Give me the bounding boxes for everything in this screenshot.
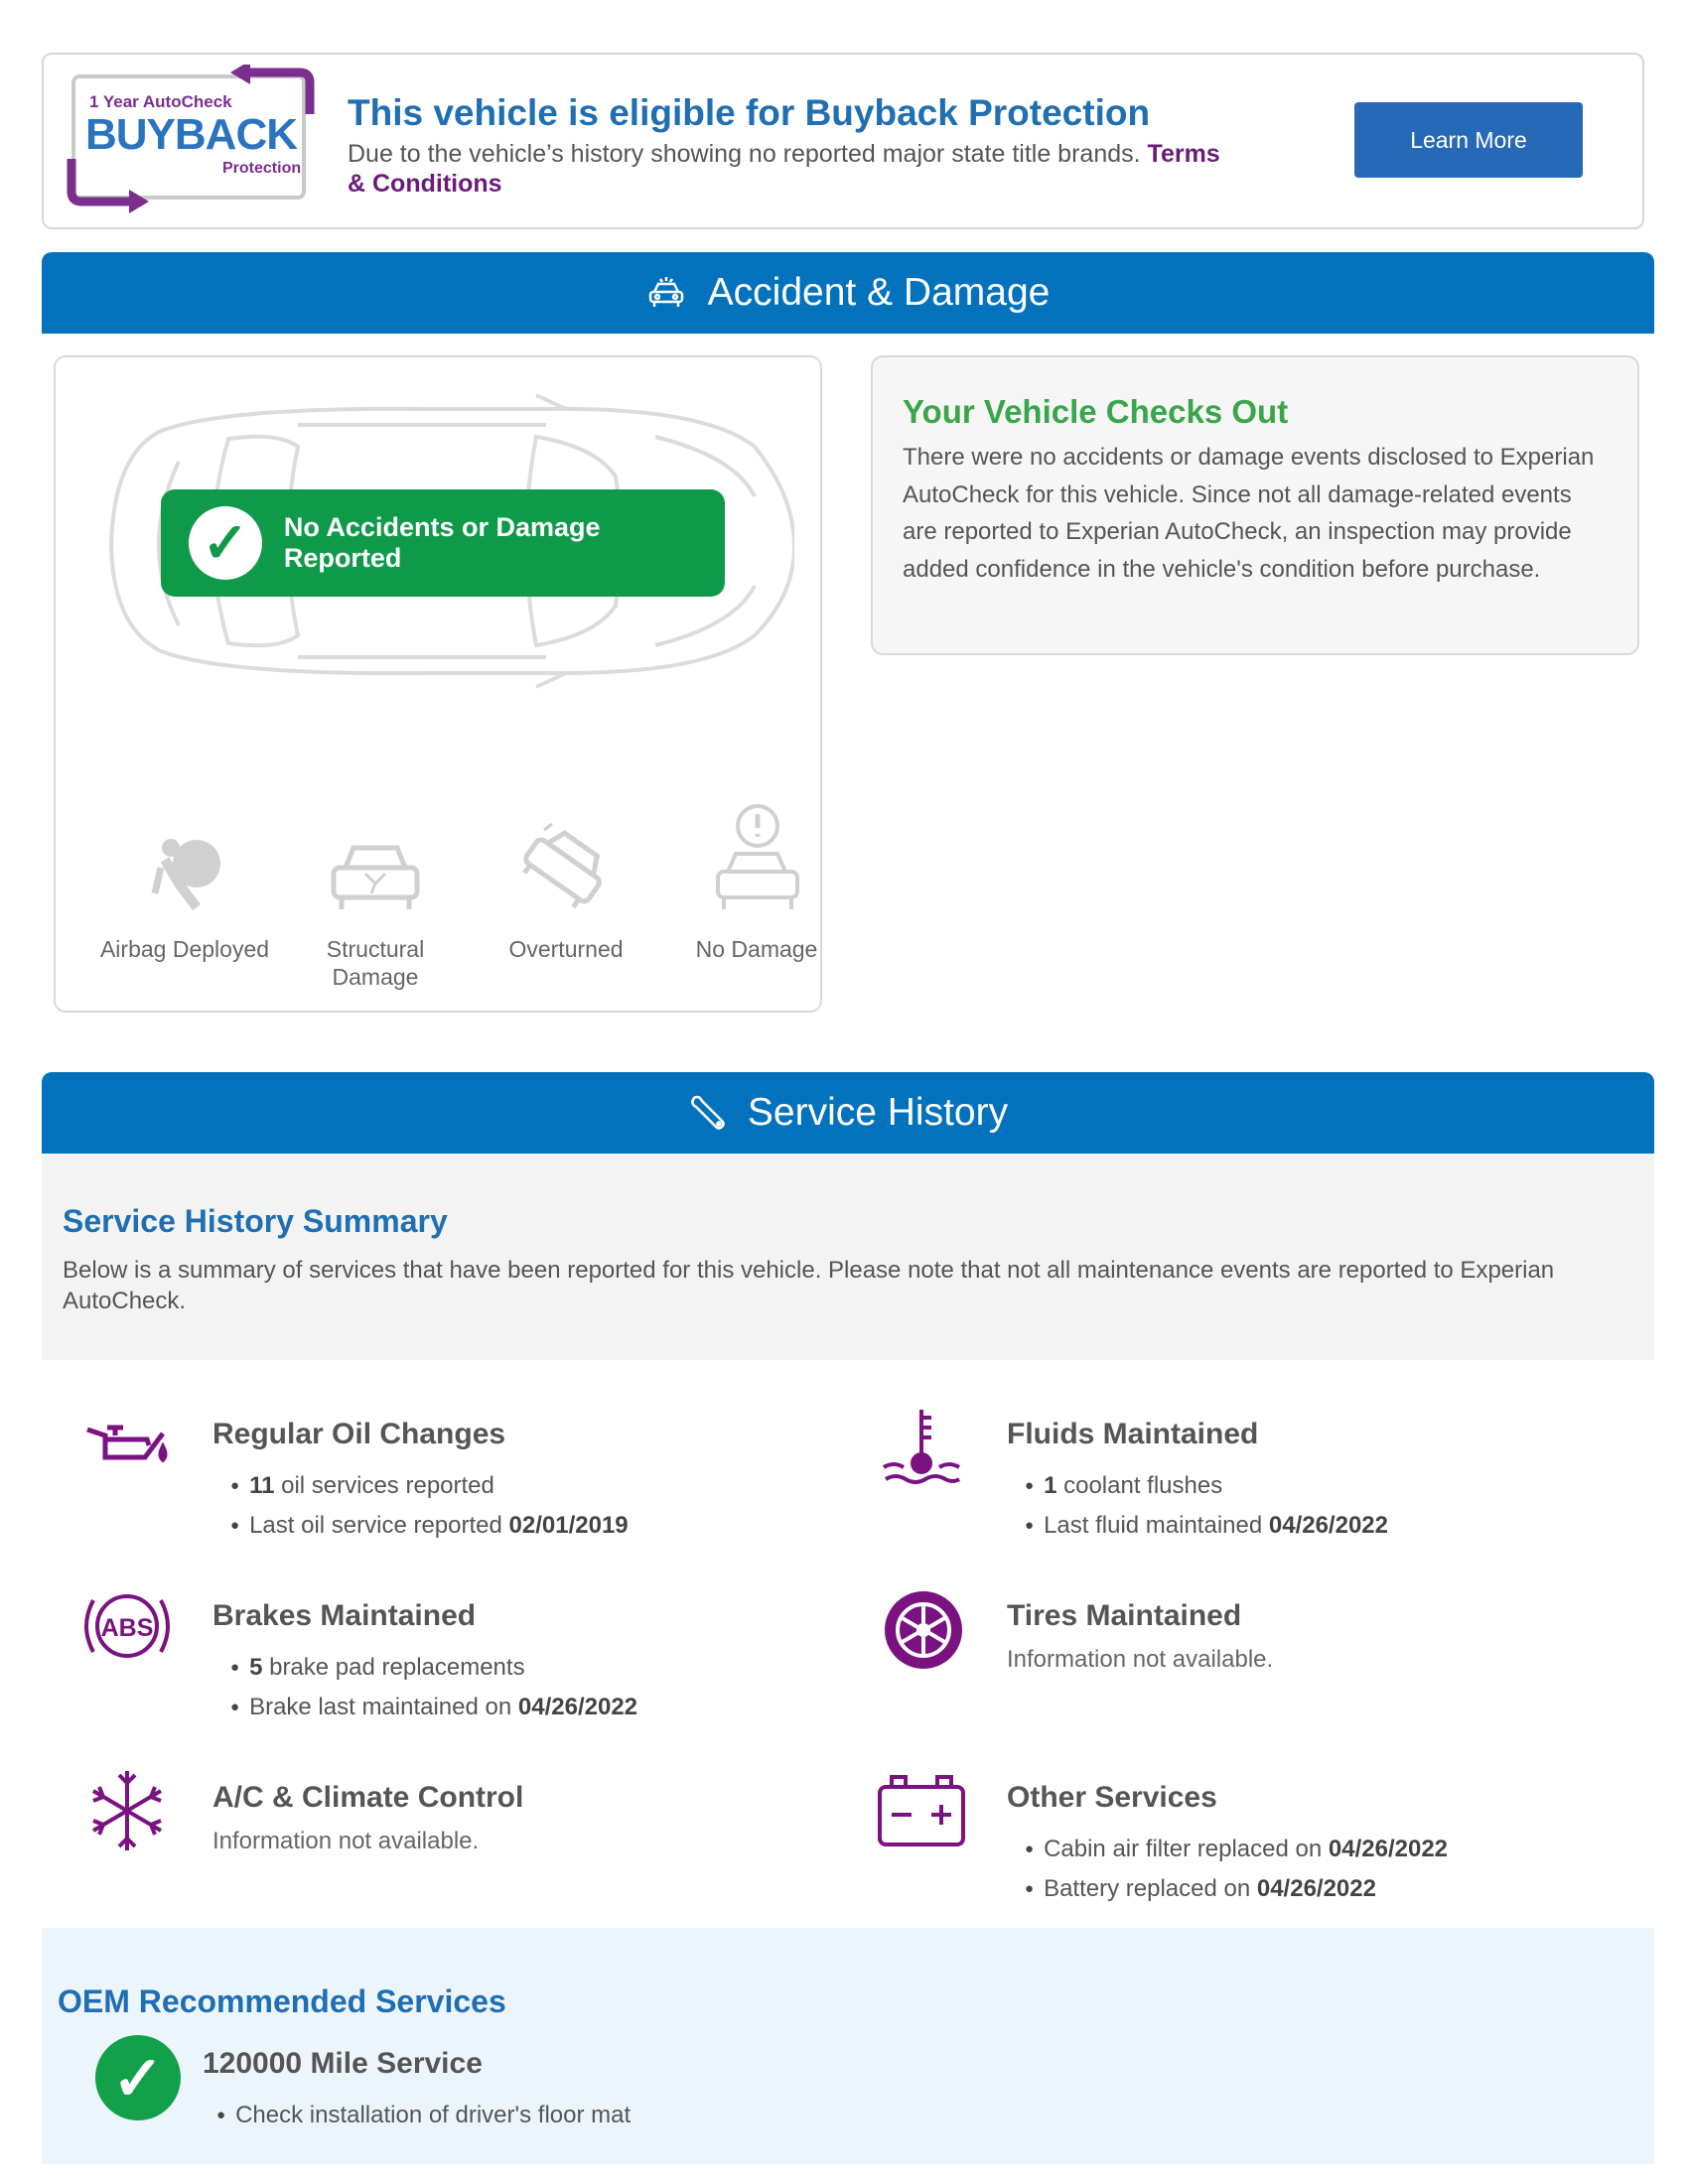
oem-service-name: 120000 Mile Service <box>203 2047 483 2080</box>
list-item: ● 11 oil services reported <box>230 1467 629 1507</box>
structural-damage-icon <box>286 796 465 913</box>
overturned-item <box>477 796 655 963</box>
tire-icon <box>884 1590 963 1675</box>
checkmark-icon: ✓ <box>189 506 262 580</box>
buyback-description <box>348 139 1241 199</box>
no-damage-label: No Damage <box>695 936 818 962</box>
vehicle-checks-out-panel <box>871 355 1639 655</box>
list-item: ● Last oil service reported 02/01/2019 <box>230 1507 629 1547</box>
no-accidents-badge <box>161 489 725 597</box>
buyback-logo <box>64 65 322 213</box>
oil-can-icon <box>85 1422 169 1482</box>
no-damage-icon <box>667 796 846 913</box>
accident-damage-title: Accident & Damage <box>707 271 1051 314</box>
learn-more-button[interactable]: Learn More <box>1354 102 1583 178</box>
list-item: ● Last fluid maintained 04/26/2022 <box>1025 1507 1388 1547</box>
abs-icon <box>83 1590 171 1667</box>
no-accidents-label: No Accidents or Damage Reported <box>283 512 601 573</box>
terms-link[interactable]: Terms & Conditions <box>348 140 1220 198</box>
airbag-label: Airbag Deployed <box>99 936 270 962</box>
list-item: ● Battery replaced on 04/26/2022 <box>1025 1870 1448 1910</box>
service-history-header <box>42 1072 1654 1154</box>
buyback-title: This vehicle is eligible for Buyback Protection <box>348 92 1151 133</box>
overturned-label: Overturned <box>508 936 624 962</box>
fluids-list <box>1025 1467 1388 1547</box>
oem-list <box>216 2097 631 2136</box>
logo-line2: BUYBACK <box>85 110 297 159</box>
service-history-title: Service History <box>747 1091 1009 1134</box>
logo-line3: Protection <box>222 160 302 177</box>
oem-services <box>42 1928 1654 2164</box>
accident-diagram-panel <box>54 355 822 1013</box>
list-item: ● Check installation of driver's floor mat <box>216 2097 631 2136</box>
abs-text: ABS <box>100 1614 154 1642</box>
wrench-icon <box>688 1094 726 1132</box>
other-list <box>1025 1831 1448 1910</box>
logo-line1: 1 Year AutoCheck <box>89 92 232 111</box>
snowflake-icon <box>87 1769 167 1857</box>
accident-damage-header <box>42 252 1654 334</box>
checks-out-body: There were no accidents or damage events disclosed to Experian AutoCheck for this vehicle. Since not all damage-related events are reported to Experian AutoCheck, an inspection may provide added confidence in the vehicle's condition before purchase. <box>903 444 1595 583</box>
airbag-icon <box>95 796 274 913</box>
oil-title: Regular Oil Changes <box>212 1418 506 1450</box>
buyback-description-text: Due to the vehicle’s history showing no reported major state title brands. <box>348 140 1141 168</box>
airbag-deployed-item <box>95 796 274 963</box>
battery-icon <box>878 1773 965 1853</box>
other-title: Other Services <box>1007 1781 1217 1814</box>
no-damage-item <box>667 796 846 963</box>
checks-out-title: Your Vehicle Checks Out <box>903 393 1289 430</box>
car-crash-icon <box>646 276 686 310</box>
summary-body: Below is a summary of services that have been reported for this vehicle. Please note that not all maintenance events are reported to Experian AutoCheck. <box>63 1257 1555 1314</box>
structural-label: Structural Damage <box>326 936 425 990</box>
tires-na: Information not available. <box>1007 1646 1274 1673</box>
list-item: ● Brake last maintained on 04/26/2022 <box>230 1689 637 1728</box>
fluids-title: Fluids Maintained <box>1007 1418 1259 1450</box>
list-item: ● 1 coolant flushes <box>1025 1467 1388 1507</box>
ac-na: Information not available. <box>212 1828 480 1854</box>
list-item: ● 5 brake pad replacements <box>230 1649 637 1689</box>
buyback-banner <box>42 53 1644 229</box>
check-circle-icon: ✓ <box>95 2035 181 2120</box>
structural-damage-item <box>286 796 465 991</box>
tires-title: Tires Maintained <box>1007 1599 1242 1632</box>
brakes-title: Brakes Maintained <box>212 1599 477 1632</box>
summary-title: Service History Summary <box>63 1203 448 1239</box>
ac-title: A/C & Climate Control <box>212 1781 524 1814</box>
oem-title: OEM Recommended Services <box>58 1983 506 2019</box>
service-summary <box>42 1154 1654 1360</box>
list-item: ● Cabin air filter replaced on 04/26/2022 <box>1025 1831 1448 1870</box>
coolant-thermometer-icon <box>882 1408 961 1498</box>
overturned-icon <box>477 796 655 913</box>
brakes-list <box>230 1649 637 1728</box>
oil-list <box>230 1467 629 1547</box>
